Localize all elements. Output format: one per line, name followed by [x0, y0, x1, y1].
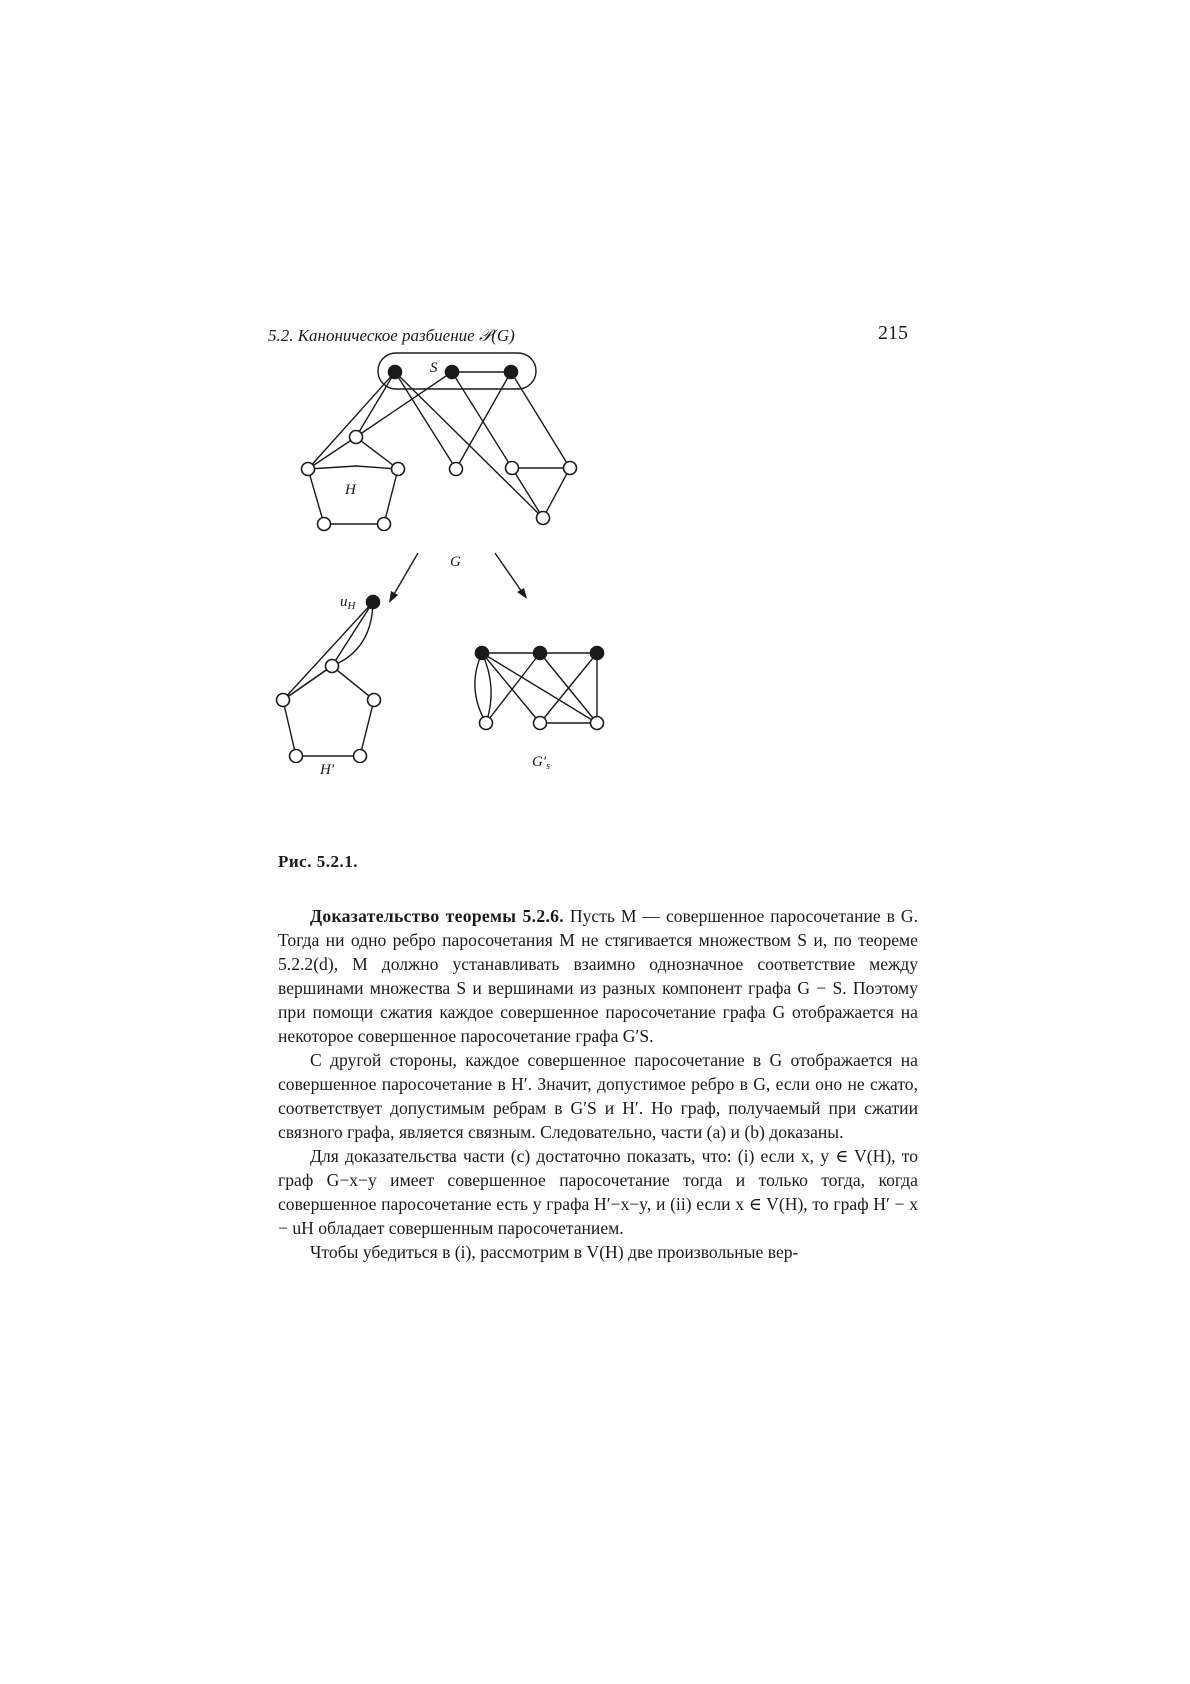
body-text [278, 904, 918, 1264]
vertex-h-bottom-right [378, 518, 391, 531]
graph-g [302, 353, 577, 570]
label-uh: $u_H$ [340, 594, 356, 612]
vertex-r-bottom [537, 512, 550, 525]
paragraph-2: С другой стороны, каждое совершенное паросочетание в G отображается на совершенное паросочетание в H′. Значит, допустимое ребро в G, если оно не сжато, соответствует допустимым ребрам в G′S и H′. Но граф, получаемый при сжатии связного графа, является связным. Следовательно, части (a) и (b) доказаны. [278, 1050, 918, 1142]
figure-graphs [260, 360, 660, 840]
label-g: G [450, 554, 461, 570]
page-number: 215 [878, 322, 908, 344]
vertex-h-top [350, 431, 363, 444]
page-header [268, 322, 908, 356]
graph-gs-prime [475, 647, 604, 773]
vertex-uh [367, 596, 380, 609]
paragraph-1-text: Пусть M — совершенное паросочетание в G. Тогда ни одно ребро паросочетания M не стягивается множеством S и, по теореме 5.2.2(d), M должно устанавливать взаимно однозначное соответствие между вершинами множества S и вершинами из разных компонент графа G − S. Поэтому при помощи сжатия каждое совершенное паросочетание графа G отображается на некоторое совершенное паросочетание графа G′S. [278, 906, 918, 1046]
arrow-right [495, 553, 527, 599]
proof-lead: Доказательство теоремы 5.2.6. [310, 906, 564, 926]
vertex-r-left [506, 462, 519, 475]
paragraph-3: Для доказательства части (c) достаточно показать, что: (i) если x, y ∈ V(H), то граф G−x−y имеет совершенное паросочетание тогда и только тогда, когда совершенное паросочетание есть у графа H′−x−y, и (ii) если x ∈ V(H), то граф H′ − x − uH обладает совершенным паросочетанием. [278, 1146, 918, 1238]
vertex-s2 [446, 366, 459, 379]
paragraph-1 [278, 904, 918, 1048]
vertex-r-right [564, 462, 577, 475]
vertex-middle [450, 463, 463, 476]
paragraph-4: Чтобы убедиться в (i), рассмотрим в V(H) две произвольные вер- [310, 1242, 799, 1262]
vertex-h-left [302, 463, 315, 476]
graph-h-prime [277, 594, 381, 778]
label-h: H [345, 482, 356, 498]
label-h-prime: H′ [320, 762, 335, 778]
vertex-h-right [392, 463, 405, 476]
vertex-h-bottom-left [318, 518, 331, 531]
label-s: S [430, 360, 438, 376]
arrow-left [389, 553, 418, 603]
label-gs-prime: $G'_s$ [532, 754, 551, 772]
vertex-s3 [505, 366, 518, 379]
vertex-s1 [389, 366, 402, 379]
figure-caption: Рис. 5.2.1. [278, 852, 358, 871]
running-title: 5.2. Каноническое разбиение 𝒫(G) [268, 326, 515, 345]
